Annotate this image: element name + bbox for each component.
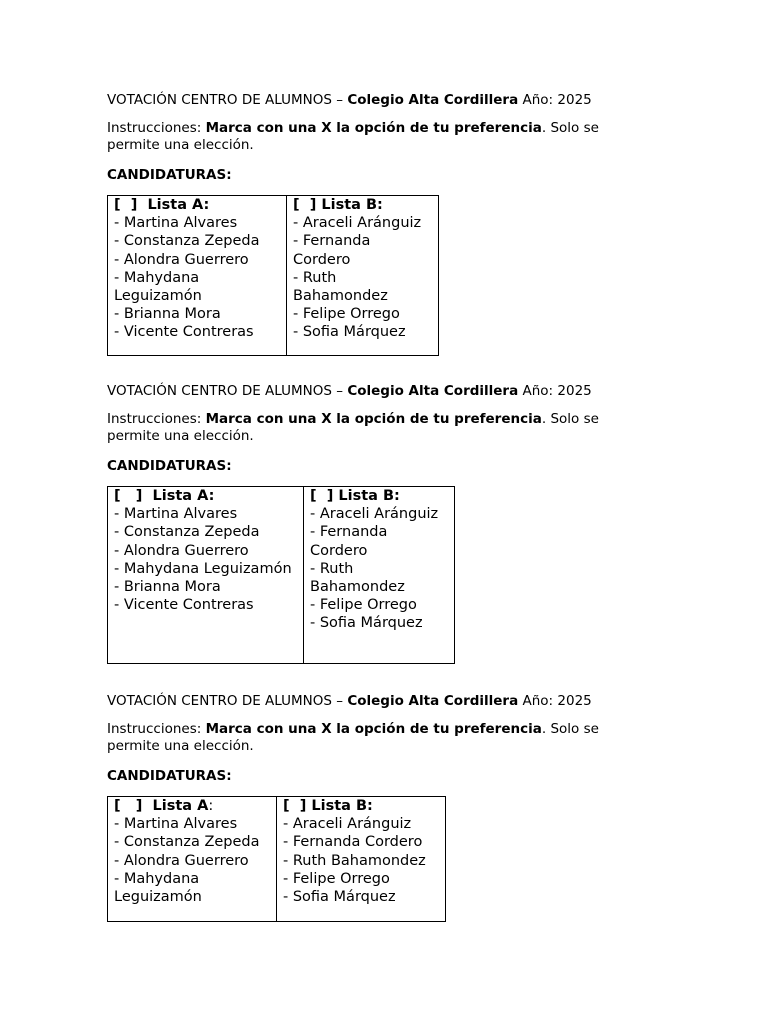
list-a-cell: [108, 196, 287, 356]
school-name: Colegio Alta Cordillera: [347, 92, 519, 108]
list-a-heading-text: [ ] Lista A:: [114, 197, 210, 213]
list-b-heading[interactable]: [ ] Lista B:: [310, 488, 400, 504]
list-a-heading-text: [ ] Lista A:: [114, 488, 215, 504]
list-item: - Alondra Guerrero: [114, 542, 249, 559]
instructions-suffix: . Solo se permite una elección.: [107, 721, 599, 754]
list-item: - Martina Alvares: [114, 215, 238, 232]
list-item: - Martina Alvares: [114, 816, 238, 833]
instructions-bold: Marca con una X la opción de tu preferencia: [205, 120, 542, 136]
list-item: - Araceli Aránguiz: [283, 816, 412, 833]
ballot-title: [107, 92, 592, 108]
ballot-title: [107, 693, 592, 709]
instructions: [107, 721, 637, 755]
list-a-heading[interactable]: [114, 487, 297, 505]
instructions-suffix: . Solo se permite una elección.: [107, 120, 599, 153]
list-item: - Fernanda Cordero: [293, 233, 371, 268]
list-item: - Sofia Márquez: [283, 889, 396, 906]
candidate-table: [107, 796, 446, 922]
title-prefix: VOTACIÓN CENTRO DE ALUMNOS –: [107, 383, 348, 399]
list-item: - Mahydana Leguizamón: [114, 870, 202, 906]
instructions-prefix: Instrucciones:: [107, 120, 206, 136]
list-item: - Araceli Aránguiz: [293, 215, 422, 232]
year-text: Año: 2025: [518, 693, 592, 709]
list-item: - Alondra Guerrero: [114, 251, 249, 268]
list-item: - Mahydana Leguizamón: [114, 560, 292, 577]
list-b-cell: [277, 797, 446, 922]
list-a-cell: [108, 487, 304, 664]
candidate-table: [107, 486, 455, 664]
school-name: Colegio Alta Cordillera: [347, 693, 519, 709]
list-a-heading[interactable]: [114, 797, 270, 815]
list-item: - Constanza Zepeda: [114, 524, 260, 541]
list-item: - Felipe Orrego: [283, 870, 390, 887]
list-item: - Martina Alvares: [114, 506, 238, 523]
list-a-cell: [108, 797, 277, 922]
list-item: - Felipe Orrego: [293, 306, 400, 323]
list-item: - Sofia Márquez: [310, 615, 423, 632]
list-a-heading-text: [ ] Lista A: [114, 798, 209, 814]
list-item: - Constanza Zepeda: [114, 233, 260, 250]
list-b-cell: [304, 487, 455, 664]
list-b-heading[interactable]: [ ] Lista B:: [283, 798, 373, 814]
list-item: - Vicente Contreras: [114, 324, 254, 341]
instructions-prefix: Instrucciones:: [107, 411, 206, 427]
title-prefix: VOTACIÓN CENTRO DE ALUMNOS –: [107, 92, 348, 108]
list-a-heading-suffix: :: [208, 798, 214, 814]
year-text: Año: 2025: [518, 92, 592, 108]
list-a-heading[interactable]: [114, 196, 280, 214]
list-item: - Brianna Mora: [114, 306, 221, 323]
list-b-heading[interactable]: [ ] Lista B:: [293, 197, 383, 213]
list-item: - Vicente Contreras: [114, 597, 254, 614]
list-item: - Mahydana Leguizamón: [114, 269, 202, 305]
year-text: Año: 2025: [518, 383, 592, 399]
list-item: - Felipe Orrego: [310, 597, 417, 614]
candidacies-heading: CANDIDATURAS:: [107, 167, 232, 183]
list-item: - Alondra Guerrero: [114, 852, 249, 869]
instructions: [107, 411, 637, 445]
candidacies-heading: CANDIDATURAS:: [107, 768, 232, 784]
list-item: - Sofia Márquez: [293, 324, 406, 341]
list-item: - Ruth Bahamondez: [293, 269, 388, 305]
title-prefix: VOTACIÓN CENTRO DE ALUMNOS –: [107, 693, 348, 709]
list-b-cell: [287, 196, 439, 356]
instructions-suffix: . Solo se permite una elección.: [107, 411, 599, 444]
school-name: Colegio Alta Cordillera: [347, 383, 519, 399]
instructions-bold: Marca con una X la opción de tu preferencia: [205, 721, 542, 737]
list-item: - Ruth Bahamondez: [283, 852, 426, 869]
instructions-bold: Marca con una X la opción de tu preferencia: [205, 411, 542, 427]
list-item: - Ruth Bahamondez: [310, 560, 405, 596]
candidacies-heading: CANDIDATURAS:: [107, 458, 232, 474]
candidate-table: [107, 195, 439, 356]
instructions: [107, 120, 637, 154]
ballot-title: [107, 383, 592, 399]
list-item: - Araceli Aránguiz: [310, 506, 439, 523]
list-item: - Fernanda Cordero: [310, 524, 388, 559]
list-item: - Brianna Mora: [114, 579, 221, 596]
list-item: - Fernanda Cordero: [283, 834, 423, 851]
instructions-prefix: Instrucciones:: [107, 721, 206, 737]
list-item: - Constanza Zepeda: [114, 834, 260, 851]
